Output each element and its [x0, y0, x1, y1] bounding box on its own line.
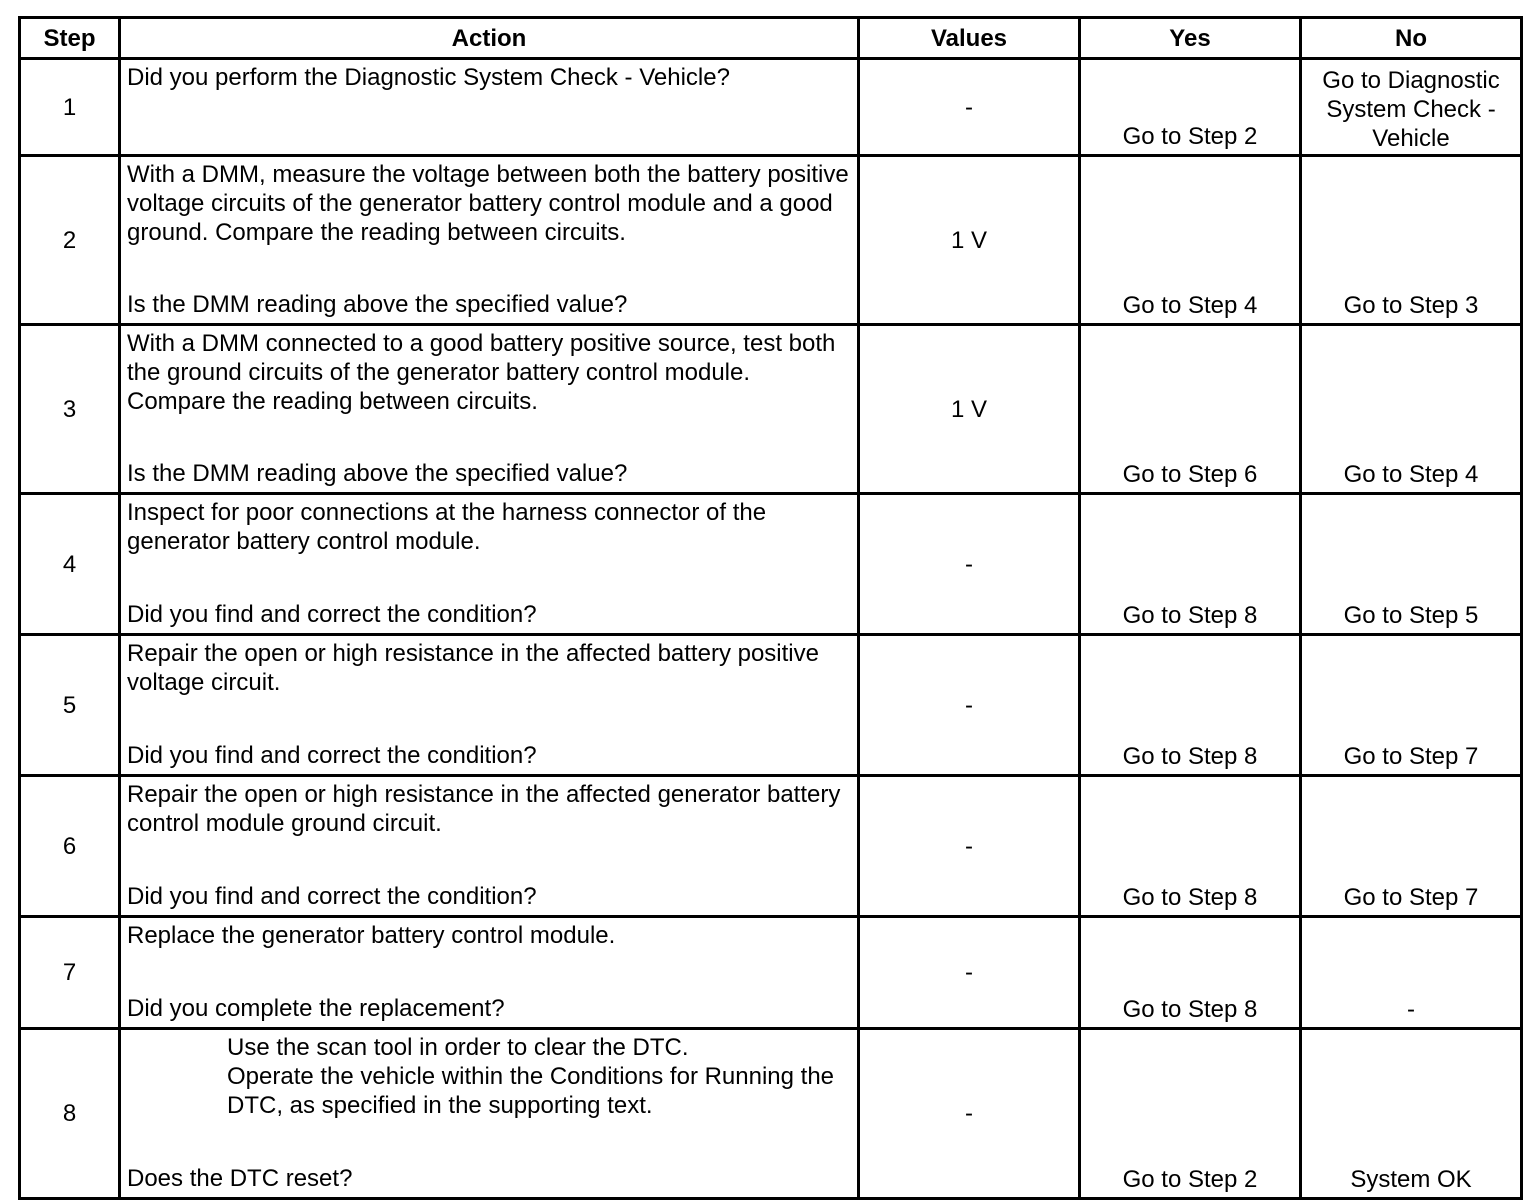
yes-cell: Go to Step 8 [1080, 776, 1301, 917]
yes-cell: Go to Step 8 [1080, 917, 1301, 1029]
no-cell: Go to Step 5 [1301, 494, 1522, 635]
yes-cell: Go to Step 8 [1080, 494, 1301, 635]
value-cell: - [859, 917, 1080, 1029]
action-cell [120, 776, 859, 917]
action-question: Is the DMM reading above the specified value? [127, 460, 628, 487]
value-cell: 1 V [859, 325, 1080, 494]
header-row [20, 18, 1522, 59]
no-cell: Go to Step 4 [1301, 325, 1522, 494]
no-cell: Go to Diagnostic System Check - Vehicle [1301, 59, 1522, 156]
action-steps [127, 1033, 851, 1120]
table-row [20, 1029, 1522, 1199]
action-text: Inspect for poor connections at the harness connector of the generator battery control module. [127, 499, 767, 555]
table-row [20, 917, 1522, 1029]
step-number: 3 [20, 325, 120, 494]
header-action: Action [120, 18, 859, 59]
diagnostic-table [18, 16, 1523, 1200]
table-row [20, 776, 1522, 917]
value-cell: - [859, 1029, 1080, 1199]
step-number: 5 [20, 635, 120, 776]
action-step-line: Operate the vehicle within the Conditions for Running the DTC, as specified in the supporting text. [227, 1063, 835, 1119]
action-question: Did you find and correct the condition? [127, 742, 537, 769]
step-number: 2 [20, 156, 120, 325]
action-cell [120, 635, 859, 776]
value-cell: - [859, 59, 1080, 156]
header-yes: Yes [1080, 18, 1301, 59]
action-cell [120, 59, 859, 156]
action-text: With a DMM, measure the voltage between both the battery positive voltage circuits of the generator battery control module and a good ground. Compare the reading between circuits. [127, 161, 849, 246]
action-cell [120, 917, 859, 1029]
step-number: 6 [20, 776, 120, 917]
no-cell: - [1301, 917, 1522, 1029]
no-cell: Go to Step 3 [1301, 156, 1522, 325]
value-cell: - [859, 494, 1080, 635]
no-cell: Go to Step 7 [1301, 635, 1522, 776]
step-number: 7 [20, 917, 120, 1029]
table-row [20, 635, 1522, 776]
action-cell [120, 494, 859, 635]
table-row [20, 325, 1522, 494]
table-row [20, 156, 1522, 325]
action-question: Did you find and correct the condition? [127, 883, 537, 910]
action-cell [120, 325, 859, 494]
action-question: Does the DTC reset? [127, 1165, 353, 1192]
yes-cell: Go to Step 4 [1080, 156, 1301, 325]
no-cell: Go to Step 7 [1301, 776, 1522, 917]
table-row [20, 494, 1522, 635]
action-question: Did you complete the replacement? [127, 995, 505, 1022]
value-cell: 1 V [859, 156, 1080, 325]
action-text: Replace the generator battery control module. [127, 922, 616, 949]
action-text: Repair the open or high resistance in the affected generator battery control module ground circuit. [127, 781, 841, 837]
header-no: No [1301, 18, 1522, 59]
header-step: Step [20, 18, 120, 59]
action-question: Is the DMM reading above the specified value? [127, 291, 628, 318]
action-cell [120, 156, 859, 325]
step-number: 1 [20, 59, 120, 156]
no-cell: System OK [1301, 1029, 1522, 1199]
yes-cell: Go to Step 6 [1080, 325, 1301, 494]
action-text: Repair the open or high resistance in the affected battery positive voltage circuit. [127, 640, 819, 696]
step-number: 4 [20, 494, 120, 635]
action-question: Did you find and correct the condition? [127, 601, 537, 628]
yes-cell: Go to Step 8 [1080, 635, 1301, 776]
yes-cell: Go to Step 2 [1080, 59, 1301, 156]
step-number: 8 [20, 1029, 120, 1199]
yes-cell: Go to Step 2 [1080, 1029, 1301, 1199]
action-cell [120, 1029, 859, 1199]
value-cell: - [859, 776, 1080, 917]
action-text: With a DMM connected to a good battery positive source, test both the ground circuits of the generator battery control module. Compare the reading between circuits. [127, 330, 836, 415]
action-step-line: Use the scan tool in order to clear the DTC. [227, 1034, 689, 1061]
header-values: Values [859, 18, 1080, 59]
table-row [20, 59, 1522, 156]
action-text: Did you perform the Diagnostic System Check - Vehicle? [127, 64, 730, 91]
value-cell: - [859, 635, 1080, 776]
